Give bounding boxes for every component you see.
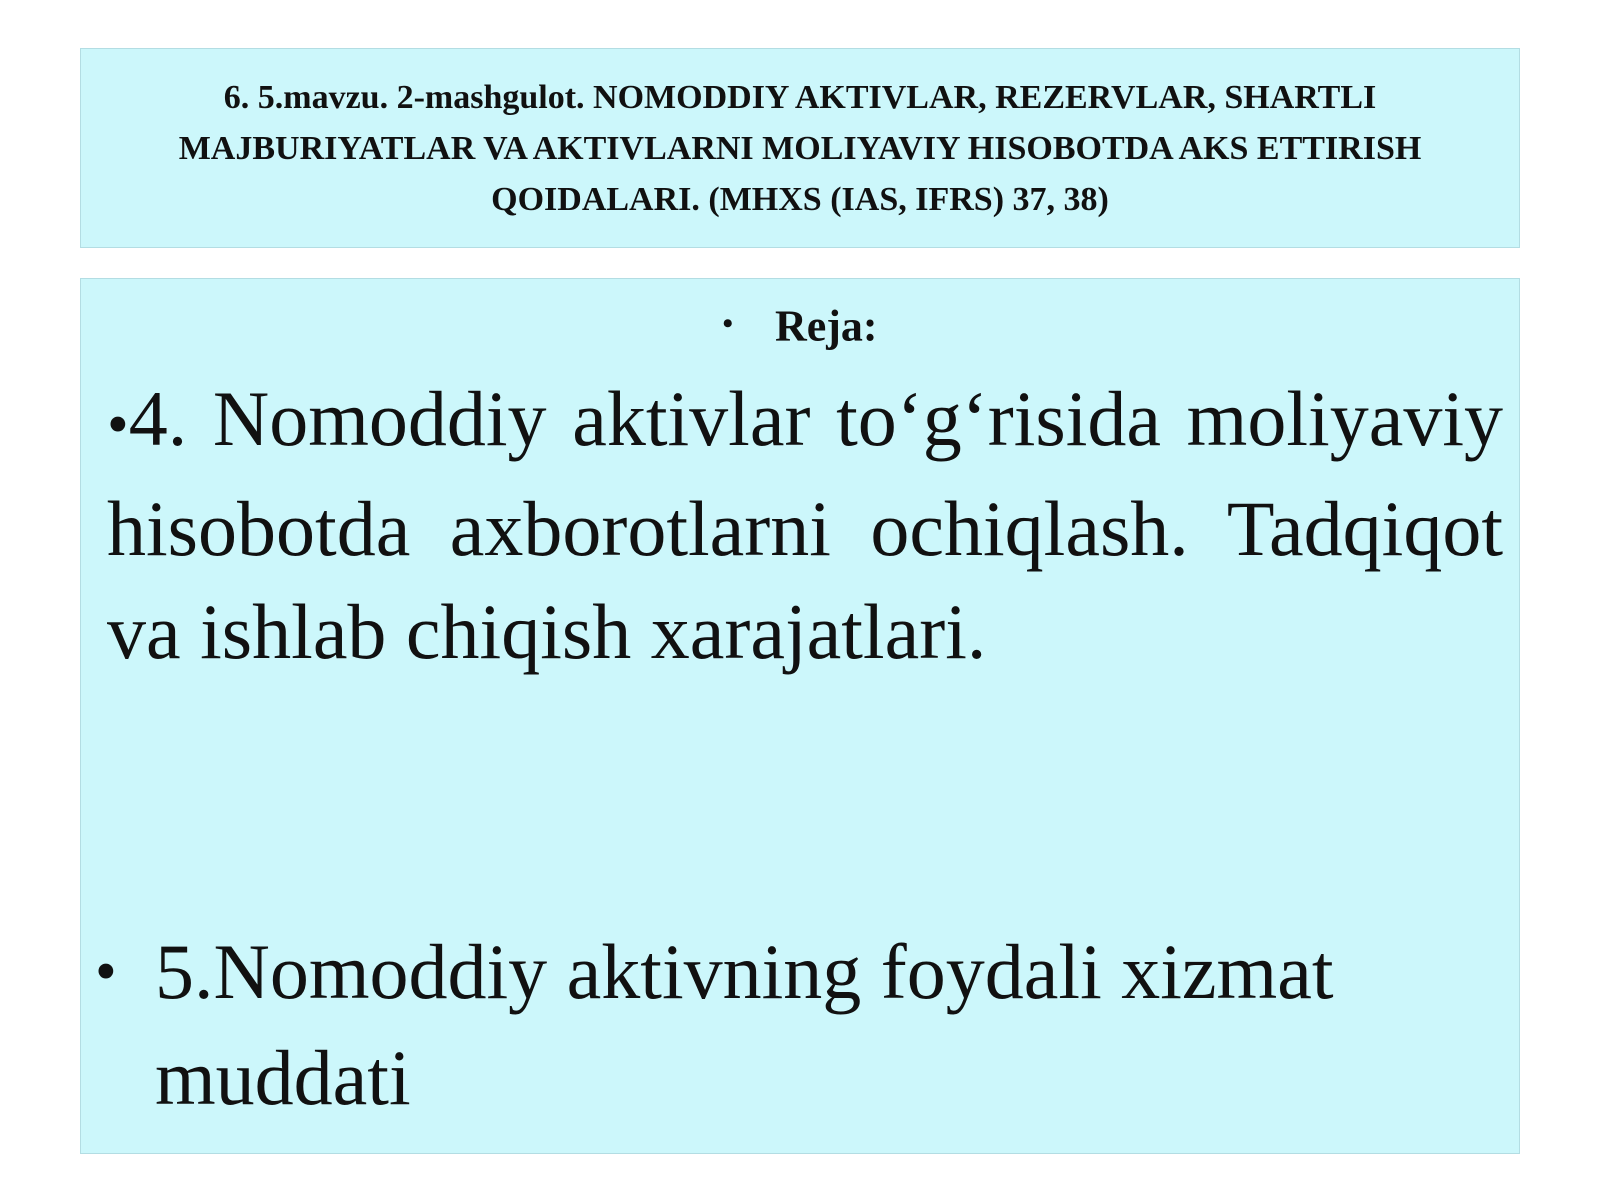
list-item-text: 5.Nomoddiy aktivning foydali xizmat muddati xyxy=(155,928,1334,1121)
slide-title-box xyxy=(80,48,1520,248)
bullet-icon: • xyxy=(107,391,129,459)
bullet-icon: • xyxy=(722,307,733,340)
slide-content-box xyxy=(80,278,1520,1154)
slide-title: 6. 5.mavzu. 2-mashgulot. NOMODDIY AKTIVLAR, REZERVLAR, SHARTLI MAJBURIYATLAR VA AKTIVLARNI MOLIYAVIY HISOBOTDA AKS ETTIRISH QOIDALARI. (MHXS (IAS, IFRS) 37, 38) xyxy=(178,78,1422,218)
list-item xyxy=(107,367,1503,683)
bullet-icon: • xyxy=(95,938,117,1006)
plan-heading: Reja: xyxy=(774,301,878,351)
list-item xyxy=(95,919,1495,1131)
list-item-text: 4. Nomoddiy aktivlar to‘g‘risida moliyaviy hisobotda axborotlarni ochiqlash. Tadqiqot va ishlab chiqish xarajatlari. xyxy=(107,375,1503,675)
plan-heading-line xyxy=(81,297,1519,354)
